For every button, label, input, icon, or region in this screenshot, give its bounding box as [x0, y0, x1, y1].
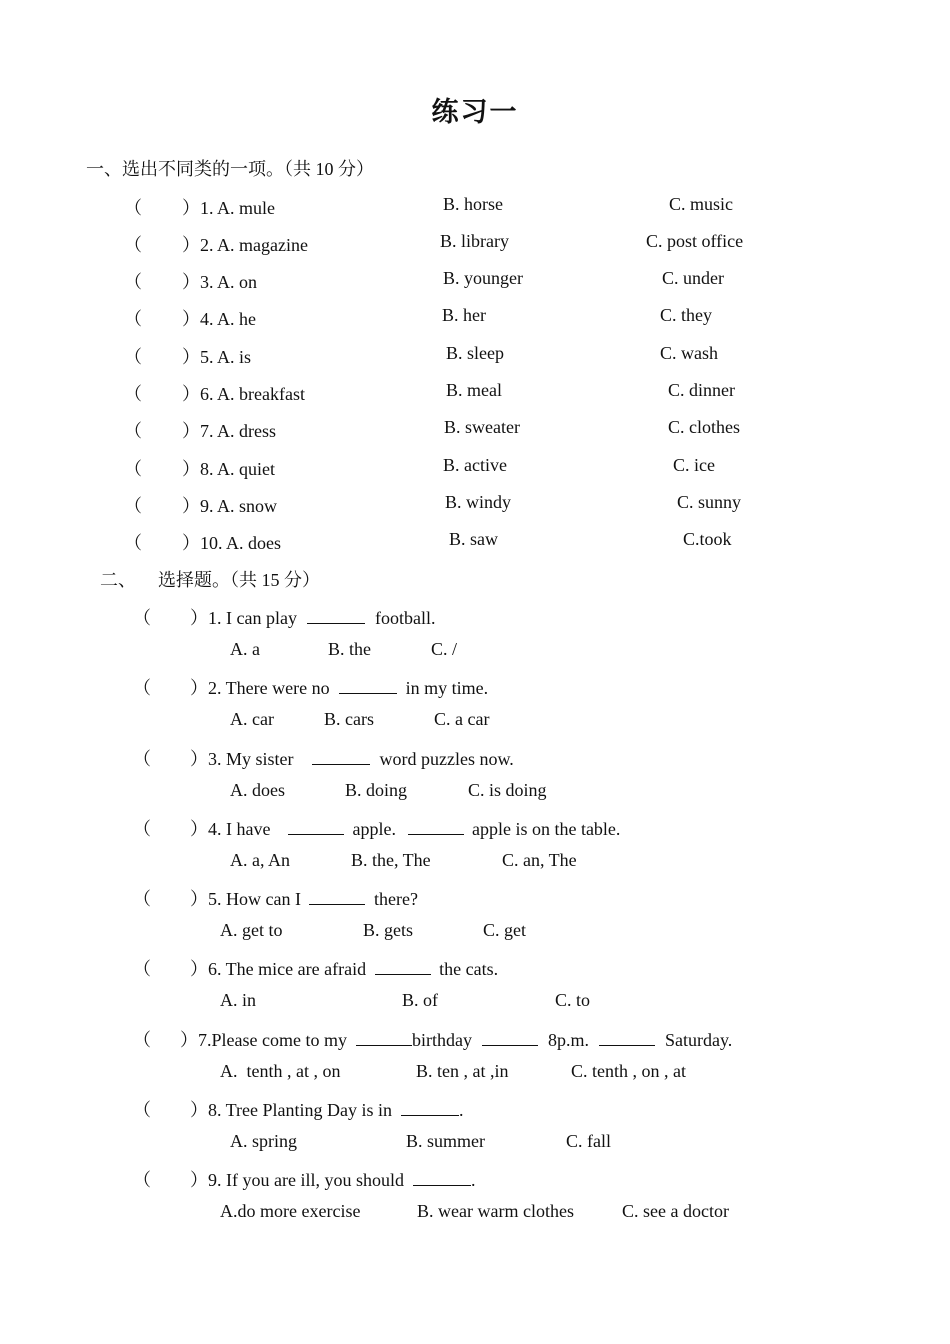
- question-2-tail: in my time.: [405, 678, 489, 698]
- answer-paren: （: [124, 347, 142, 367]
- answer-paren: （: [124, 384, 142, 404]
- option-c: C. /: [431, 639, 458, 659]
- answer-paren: （: [133, 889, 151, 909]
- question-4-options: [0, 850, 950, 876]
- item-option-b: B. saw: [449, 529, 498, 549]
- option-a: A. does: [230, 780, 285, 800]
- option-b: B. cars: [324, 709, 374, 729]
- answer-paren: （: [124, 198, 142, 218]
- item-option-a: ）7. A. dress: [182, 421, 276, 441]
- answer-paren: （: [133, 1100, 151, 1120]
- odd-one-out-item: [0, 492, 950, 518]
- question-1-options: [0, 639, 950, 665]
- question-7-mid1: birthday: [411, 1030, 472, 1050]
- answer-paren: （: [124, 421, 142, 441]
- item-option-b: B. library: [440, 231, 509, 251]
- item-option-b: B. windy: [445, 492, 512, 512]
- question-6-text: ）6. The mice are afraid: [190, 959, 367, 979]
- question-7-options: [0, 1061, 950, 1087]
- option-a: A. get to: [220, 920, 283, 940]
- option-a: A.do more exercise: [220, 1201, 361, 1221]
- item-option-b: B. active: [443, 455, 507, 475]
- item-option-a: ）9. A. snow: [182, 496, 278, 516]
- section1-heading: 一、选出不同类的一项。（共 10 分）: [86, 159, 374, 179]
- question-8-options: [0, 1131, 950, 1157]
- option-a: A. car: [230, 709, 274, 729]
- question-3-options: [0, 780, 950, 806]
- question-7-mid2: 8p.m.: [547, 1030, 589, 1050]
- question-1: [0, 604, 950, 630]
- question-4-tail: apple is on the table.: [471, 819, 621, 839]
- item-option-c: C. they: [660, 305, 712, 325]
- section2-heading: 选择题。（共 15 分）: [158, 570, 320, 590]
- question-3-text: ）3. My sister: [190, 749, 294, 769]
- answer-blank[interactable]: [408, 816, 464, 835]
- item-option-a: ）10. A. does: [182, 533, 281, 553]
- question-9: [0, 1166, 950, 1192]
- question-1-text: ）1. I can play: [190, 608, 297, 628]
- odd-one-out-item: [0, 305, 950, 331]
- option-c: C. get: [483, 920, 526, 940]
- item-option-b: B. her: [442, 305, 486, 325]
- item-option-a: ）1. A. mule: [182, 198, 275, 218]
- item-option-c: C. sunny: [677, 492, 742, 512]
- item-option-b: B. horse: [443, 194, 503, 214]
- option-b: B. ten , at ,in: [416, 1061, 509, 1081]
- question-8-tail: .: [459, 1100, 464, 1120]
- question-6: [0, 955, 950, 981]
- answer-blank[interactable]: [312, 746, 370, 765]
- odd-one-out-item: [0, 343, 950, 369]
- option-c: C. is doing: [468, 780, 547, 800]
- option-b: B. wear warm clothes: [417, 1201, 574, 1221]
- question-8: [0, 1096, 950, 1122]
- question-1-tail: football.: [374, 608, 436, 628]
- option-a: A. spring: [230, 1131, 297, 1151]
- option-c: C. a car: [434, 709, 490, 729]
- odd-one-out-item: [0, 194, 950, 220]
- option-a: A. a, An: [230, 850, 290, 870]
- question-5-tail: there?: [373, 889, 418, 909]
- answer-blank[interactable]: [413, 1167, 471, 1186]
- answer-paren: （: [133, 608, 151, 628]
- answer-blank[interactable]: [309, 886, 365, 905]
- question-9-tail: .: [470, 1170, 476, 1190]
- question-2-text: ）2. There were no: [190, 678, 330, 698]
- item-option-b: B. meal: [446, 380, 502, 400]
- question-7-text: ）7.Please come to my: [180, 1030, 347, 1050]
- page-title: 练习一: [431, 97, 519, 128]
- item-option-a: ）8. A. quiet: [182, 459, 275, 479]
- odd-one-out-item: [0, 417, 950, 443]
- question-4-mid: apple.: [352, 819, 396, 839]
- question-4: [0, 815, 950, 841]
- option-b: B. doing: [345, 780, 408, 800]
- question-5-options: [0, 920, 950, 946]
- answer-blank[interactable]: [599, 1027, 655, 1046]
- answer-blank[interactable]: [482, 1027, 538, 1046]
- question-7-tail: Saturday.: [664, 1030, 733, 1050]
- item-option-c: C. ice: [673, 455, 715, 475]
- answer-blank[interactable]: [401, 1097, 459, 1116]
- option-c: C. to: [555, 990, 591, 1010]
- option-b: B. of: [402, 990, 438, 1010]
- option-c: C. an, The: [502, 850, 577, 870]
- answer-paren: （: [133, 959, 151, 979]
- item-option-a: ）2. A. magazine: [182, 235, 308, 255]
- odd-one-out-item: [0, 380, 950, 406]
- question-6-options: [0, 990, 950, 1016]
- option-a: A. tenth , at , on: [220, 1061, 341, 1081]
- question-3: [0, 745, 950, 771]
- item-option-c: C. dinner: [668, 380, 735, 400]
- option-b: B. the, The: [351, 850, 431, 870]
- item-option-c: C.took: [683, 529, 732, 549]
- answer-blank[interactable]: [375, 956, 431, 975]
- odd-one-out-item: [0, 268, 950, 294]
- item-option-b: B. sweater: [444, 417, 520, 437]
- item-option-a: ）4. A. he: [182, 309, 256, 329]
- question-5: [0, 885, 950, 911]
- answer-paren: （: [133, 1170, 151, 1190]
- item-option-a: ）3. A. on: [182, 272, 258, 292]
- answer-paren: （: [133, 819, 151, 839]
- answer-blank[interactable]: [339, 675, 397, 694]
- question-2: [0, 674, 950, 700]
- odd-one-out-item: [0, 231, 950, 257]
- item-option-a: ）5. A. is: [182, 347, 252, 367]
- option-b: B. summer: [406, 1131, 485, 1151]
- answer-paren: （: [133, 678, 151, 698]
- question-9-text: ）9. If you are ill, you should: [190, 1170, 404, 1190]
- item-option-c: C. music: [669, 194, 734, 214]
- answer-paren: （: [124, 496, 142, 516]
- question-5-text: ）5. How can I: [190, 889, 301, 909]
- answer-blank[interactable]: [307, 605, 365, 624]
- option-c: C. see a doctor: [622, 1201, 729, 1221]
- answer-blank[interactable]: [356, 1027, 412, 1046]
- answer-blank[interactable]: [288, 816, 344, 835]
- section2-heading-number: 二、: [100, 570, 136, 590]
- item-option-a: ）6. A. breakfast: [182, 384, 305, 404]
- item-option-b: B. younger: [443, 268, 523, 288]
- item-option-c: C. post office: [646, 231, 744, 251]
- item-option-c: C. wash: [660, 343, 718, 363]
- answer-paren: （: [124, 309, 142, 329]
- option-b: B. the: [328, 639, 371, 659]
- option-c: C. fall: [566, 1131, 611, 1151]
- question-6-tail: the cats.: [439, 959, 499, 979]
- answer-paren: （: [133, 1030, 151, 1050]
- answer-paren: （: [124, 235, 142, 255]
- question-4-text: ）4. I have: [190, 819, 271, 839]
- item-option-c: C. under: [662, 268, 724, 288]
- question-3-tail: word puzzles now.: [379, 749, 514, 769]
- odd-one-out-item: [0, 455, 950, 481]
- item-option-c: C. clothes: [668, 417, 740, 437]
- question-2-options: [0, 709, 950, 735]
- option-a: A. in: [220, 990, 256, 1010]
- answer-paren: （: [124, 533, 142, 553]
- answer-paren: （: [133, 749, 151, 769]
- odd-one-out-item: [0, 529, 950, 555]
- option-c: C. tenth , on , at: [571, 1061, 686, 1081]
- option-b: B. gets: [363, 920, 414, 940]
- question-8-text: ）8. Tree Planting Day is in: [190, 1100, 393, 1120]
- question-9-options: [0, 1201, 950, 1227]
- question-7: [0, 1026, 950, 1052]
- item-option-b: B. sleep: [446, 343, 504, 363]
- option-a: A. a: [230, 639, 260, 659]
- answer-paren: （: [124, 459, 142, 479]
- answer-paren: （: [124, 272, 142, 292]
